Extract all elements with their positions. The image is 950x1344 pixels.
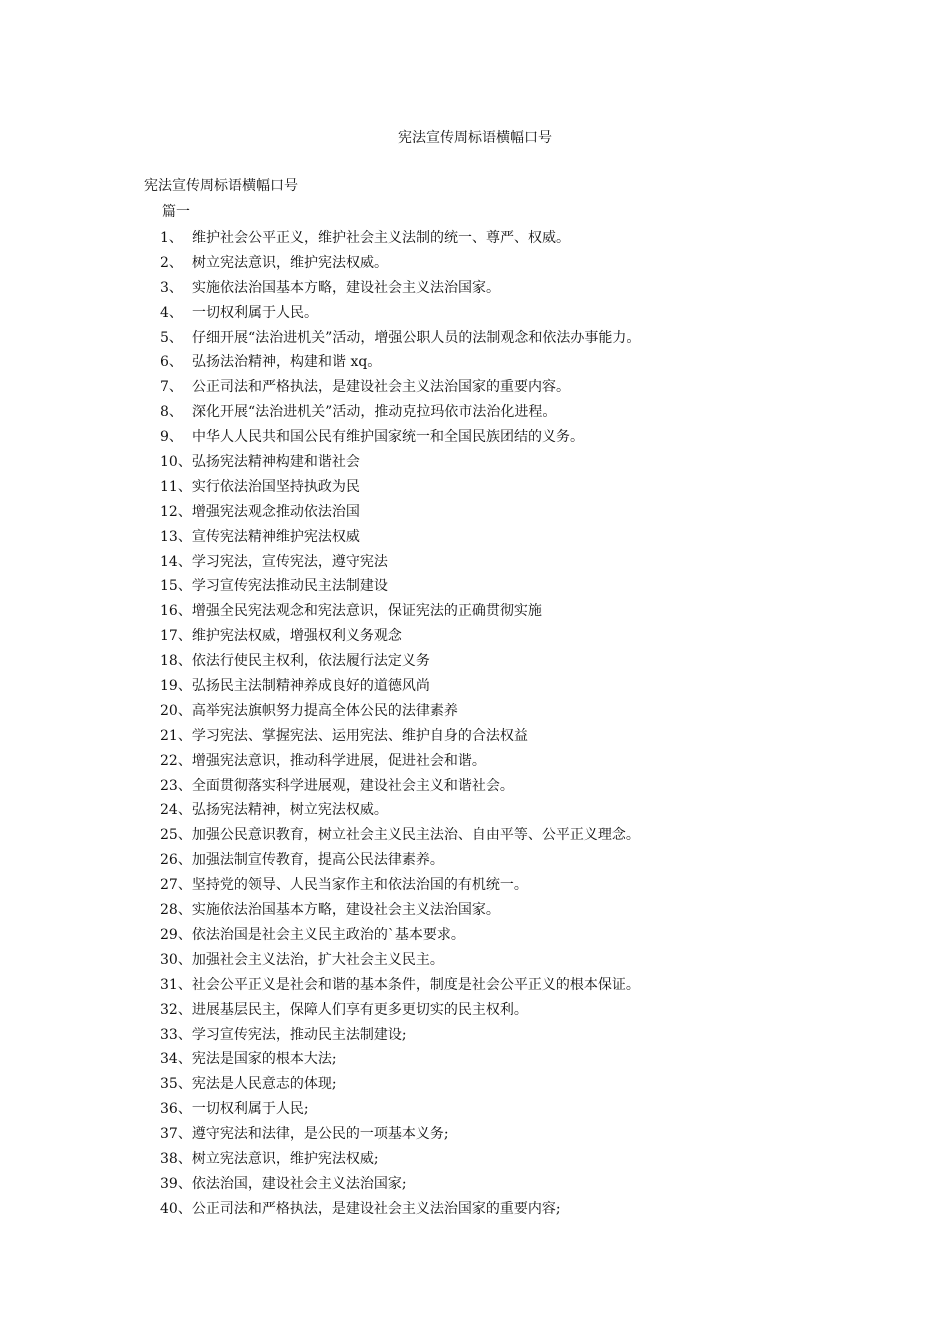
list-item	[160, 1000, 880, 1025]
item-text: 弘扬宪法精神构建和谐社会	[191, 454, 360, 471]
item-number: 18、	[160, 653, 192, 670]
list-item	[160, 1199, 880, 1224]
item-text: 树立宪法意识，维护宪法权威;	[191, 1150, 379, 1167]
item-number: 36、	[160, 1101, 192, 1118]
item-text: 弘扬宪法精神，树立宪法权威。	[191, 802, 388, 819]
item-text: 加强社会主义法治，扩大社会主义民主。	[191, 951, 444, 968]
item-text: 实施依法治国基本方略，建设社会主义法治国家。	[192, 279, 500, 296]
item-number: 16、	[160, 603, 192, 620]
item-number: 38、	[160, 1150, 192, 1167]
item-text: 仔细开展“法治进机关”活动，增强公职人员的法制观念和依法办事能力。	[192, 329, 641, 346]
item-number: 12、	[160, 503, 192, 520]
item-text: 弘扬法治精神，构建和谐 xq。	[192, 354, 382, 371]
list-item	[160, 377, 880, 402]
list-item	[160, 975, 880, 1000]
list-item	[160, 950, 880, 975]
item-text: 学习宣传宪法，推动民主法制建设;	[191, 1026, 407, 1043]
list-item	[160, 676, 880, 701]
item-text: 学习宣传宪法推动民主法制建设	[191, 578, 388, 595]
item-number: 32、	[160, 1001, 192, 1018]
item-number: 30、	[160, 951, 192, 968]
list-item	[160, 427, 880, 452]
list-item	[160, 900, 880, 925]
part-label: 篇一	[162, 204, 190, 220]
item-number: 26、	[160, 852, 192, 869]
list-item	[160, 552, 880, 577]
item-text: 进展基层民主，保障人们享有更多更切实的民主权利。	[191, 1001, 528, 1018]
item-text: 深化开展“法治进机关”活动，推动克拉玛依市法治化进程。	[192, 404, 557, 421]
item-text: 宪法是国家的根本大法;	[191, 1051, 337, 1068]
item-number: 2、	[160, 254, 183, 271]
item-text: 中华人人民共和国公民有维护国家统一和全国民族团结的义务。	[192, 429, 584, 446]
item-number: 11、	[160, 478, 192, 495]
item-number: 27、	[160, 877, 192, 894]
list-item	[160, 651, 880, 676]
list-item	[160, 1099, 880, 1124]
item-text: 全面贯彻落实科学进展观，建设社会主义和谐社会。	[191, 777, 514, 794]
list-item	[160, 303, 880, 328]
list-item	[160, 502, 880, 527]
list-item	[160, 1049, 880, 1074]
item-number: 37、	[160, 1126, 192, 1143]
list-item	[160, 751, 880, 776]
item-number: 8、	[160, 404, 183, 421]
list-item	[160, 1074, 880, 1099]
list-item	[160, 925, 880, 950]
item-text: 增强宪法意识，推动科学进展，促进社会和谐。	[191, 752, 486, 769]
item-text: 实行依法治国坚持执政为民	[191, 478, 360, 495]
item-text: 坚持党的领导、人民当家作主和依法治国的有机统一。	[191, 877, 528, 894]
list-item	[160, 452, 880, 477]
list-item	[160, 776, 880, 801]
item-number: 29、	[160, 926, 192, 943]
item-number: 6、	[160, 354, 183, 371]
item-text: 树立宪法意识，维护宪法权威。	[192, 254, 388, 271]
list-item	[160, 1124, 880, 1149]
item-text: 弘扬民主法制精神养成良好的道德风尚	[191, 678, 430, 695]
list-item	[160, 850, 880, 875]
list-item	[160, 1174, 880, 1199]
item-number: 35、	[160, 1076, 192, 1093]
list-item	[160, 726, 880, 751]
item-number: 3、	[160, 279, 183, 296]
item-number: 17、	[160, 628, 192, 645]
item-text: 宣传宪法精神维护宪法权威	[191, 528, 360, 545]
list-item	[160, 825, 880, 850]
item-number: 34、	[160, 1051, 192, 1068]
list-item	[160, 402, 880, 427]
item-text: 加强法制宣传教育，提高公民法律素养。	[191, 852, 444, 869]
list-item	[160, 1025, 880, 1050]
list-item	[160, 527, 880, 552]
item-text: 社会公平正义是社会和谐的基本条件，制度是社会公平正义的根本保证。	[191, 976, 640, 993]
item-number: 1、	[160, 230, 183, 246]
item-text: 高举宪法旗帜努力提高全体公民的法律素养	[191, 702, 458, 719]
item-number: 9、	[160, 429, 183, 446]
list-item	[160, 278, 880, 303]
item-number: 28、	[160, 902, 192, 919]
list-item	[160, 328, 880, 353]
list-item	[160, 626, 880, 651]
item-number: 19、	[160, 678, 192, 695]
item-text: 加强公民意识教育，树立社会主义民主法治、自由平等、公平正义理念。	[191, 827, 640, 844]
item-number: 13、	[160, 528, 192, 545]
item-text: 宪法是人民意志的体现;	[191, 1076, 337, 1093]
item-text: 公正司法和严格执法，是建设社会主义法治国家的重要内容。	[192, 379, 570, 396]
item-number: 14、	[160, 553, 192, 570]
item-number: 15、	[160, 578, 192, 595]
list-item	[160, 228, 880, 253]
item-number: 10、	[160, 454, 192, 471]
item-text: 学习宪法，宣传宪法，遵守宪法	[191, 553, 388, 570]
list-item	[160, 800, 880, 825]
item-text: 依法治国，建设社会主义法治国家;	[191, 1175, 407, 1192]
item-number: 40、	[160, 1200, 192, 1217]
list-item	[160, 352, 880, 377]
item-number: 31、	[160, 976, 192, 993]
item-number: 23、	[160, 777, 192, 794]
list-item	[160, 875, 880, 900]
item-text: 实施依法治国基本方略，建设社会主义法治国家。	[191, 902, 500, 919]
slogan-list	[160, 228, 880, 1224]
item-text: 维护宪法权威，增强权利义务观念	[191, 628, 402, 645]
item-number: 20、	[160, 702, 192, 719]
list-item	[160, 253, 880, 278]
list-item	[160, 1149, 880, 1174]
item-text: 维护社会公平正义，维护社会主义法制的统一、尊严、权威。	[192, 230, 570, 246]
item-text: 一切权利属于人民;	[191, 1101, 309, 1118]
item-number: 39、	[160, 1175, 192, 1192]
section-heading: 宪法宣传周标语横幅口号	[144, 178, 298, 194]
item-text: 增强全民宪法观念和宪法意识，保证宪法的正确贯彻实施	[191, 603, 542, 620]
item-text: 遵守宪法和法律，是公民的一项基本义务;	[191, 1126, 449, 1143]
item-number: 7、	[160, 379, 183, 396]
item-text: 一切权利属于人民。	[192, 304, 318, 321]
item-text: 依法行使民主权利，依法履行法定义务	[191, 653, 430, 670]
item-text: 学习宪法、掌握宪法、运用宪法、维护自身的合法权益	[191, 727, 528, 744]
list-item	[160, 576, 880, 601]
list-item	[160, 601, 880, 626]
document-title: 宪法宣传周标语横幅口号	[398, 130, 552, 146]
item-number: 24、	[160, 802, 192, 819]
item-number: 33、	[160, 1026, 192, 1043]
item-number: 25、	[160, 827, 192, 844]
item-text: 公正司法和严格执法，是建设社会主义法治国家的重要内容;	[191, 1200, 561, 1217]
item-number: 21、	[160, 727, 192, 744]
item-number: 5、	[160, 329, 183, 346]
list-item	[160, 701, 880, 726]
item-number: 22、	[160, 752, 192, 769]
item-text: 依法治国是社会主义民主政治的`基本要求。	[191, 926, 465, 943]
list-item	[160, 477, 880, 502]
item-text: 增强宪法观念推动依法治国	[191, 503, 360, 520]
item-number: 4、	[160, 304, 183, 321]
